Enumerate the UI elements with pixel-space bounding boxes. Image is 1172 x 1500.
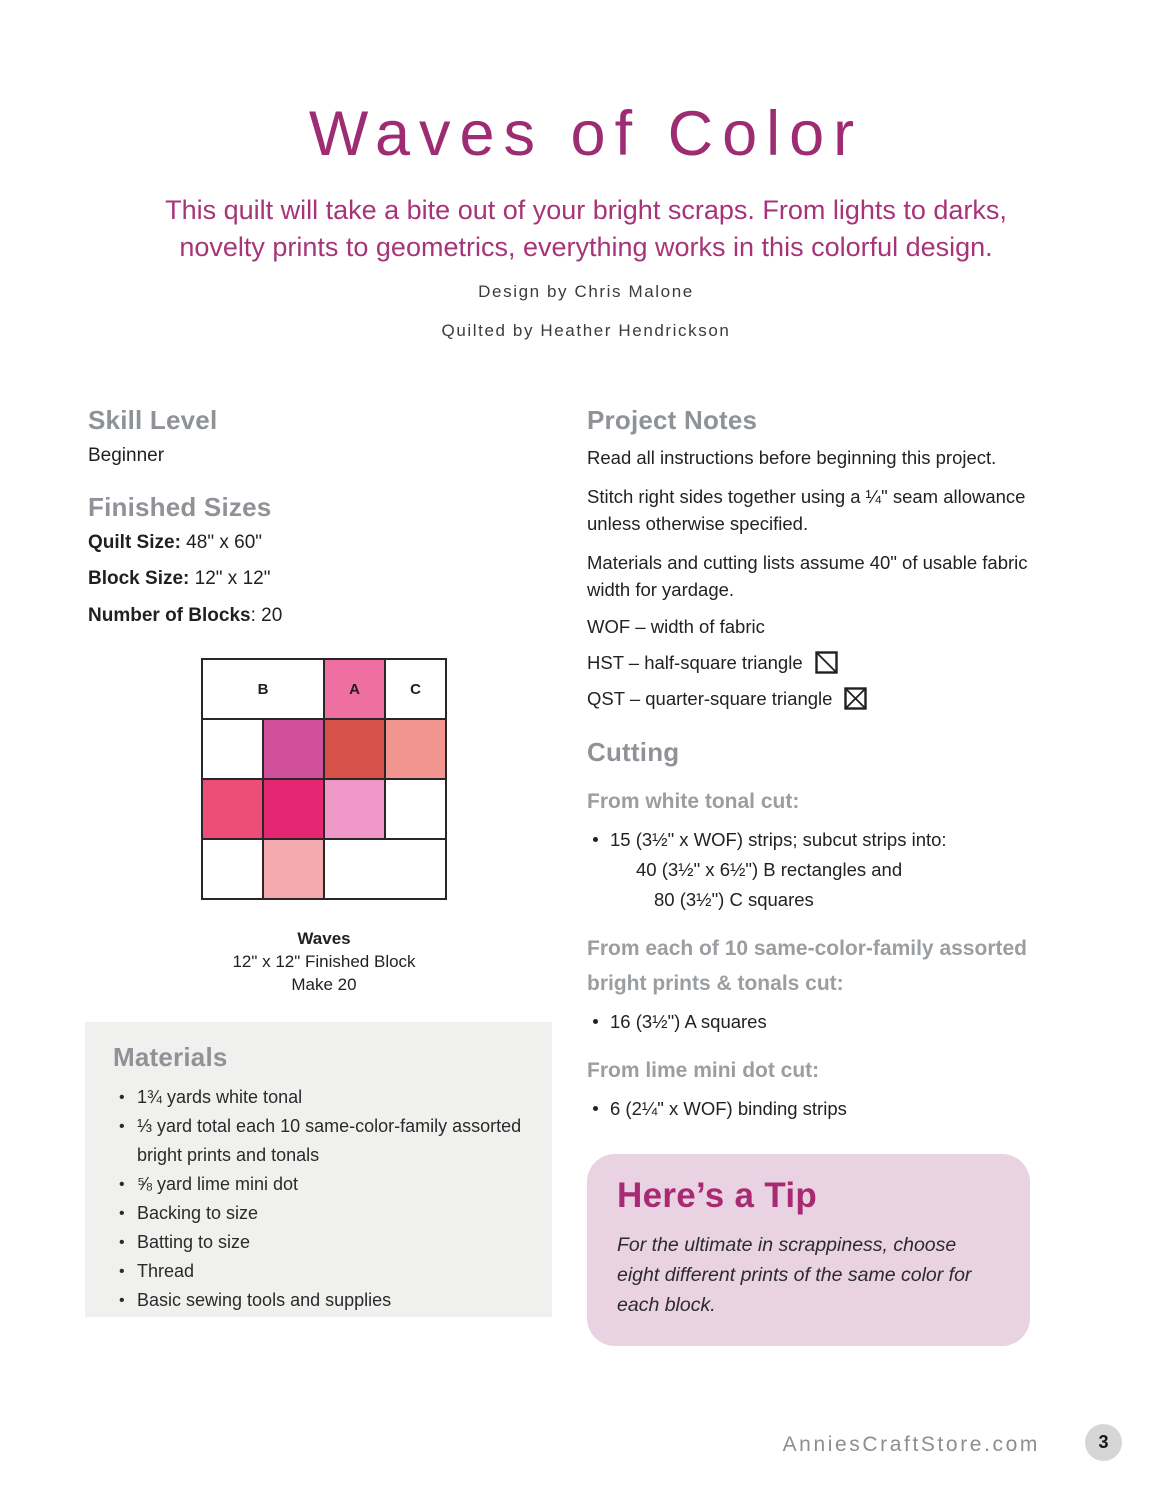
cell-label-b: B [257,680,269,698]
caption-title: Waves [297,929,351,948]
cutting-subheading-bright-prints: From each of 10 same-color-family assorted bright prints & tonals cut: [587,937,1027,995]
list-item: • Thread [113,1257,534,1286]
page-title: Waves of Color [308,99,864,169]
tip-box [587,1154,1030,1346]
cutting-subline: 80 (3½") C squares [654,889,814,910]
tip-body: For the ultimate in scrappiness, choose eight different prints of the same color for each block. [617,1234,972,1316]
abbreviation-wof [587,616,1045,638]
project-note: Read all instructions before beginning this project. [587,447,997,468]
block-size-value: 12" x 12" [189,568,271,589]
project-notes-heading: Project Notes [587,405,758,435]
diagram-cell [264,720,323,778]
materials-box [85,1022,552,1317]
project-note: Materials and cutting lists assume 40" of usable fabric width for yardage. [587,552,1028,600]
cutting-item-text: 16 (3½") A squares [610,1011,767,1032]
diagram-cell [264,780,323,838]
tip-heading: Here’s a Tip [617,1176,818,1215]
hst-icon [815,651,838,674]
skill-level-heading: Skill Level [88,405,218,435]
bullet-icon [593,837,598,842]
quilt-block-diagram [201,658,447,900]
abbreviation-hst [587,651,1045,674]
number-of-blocks-label: Number of Blocks [88,605,251,626]
quilting-credit: Quilted by Heather Hendrickson [441,321,731,340]
bullet-icon [593,1019,598,1024]
materials-list [113,1083,534,1315]
diagram-cell-b [203,660,323,718]
list-item: • 1¾ yards white tonal [113,1083,534,1112]
footer-site-text: AnniesCraftStore.com [782,1433,1040,1456]
page-header [0,0,1172,341]
diagram-cell [386,720,445,778]
finished-sizes-heading: Finished Sizes [88,492,272,522]
subtitle-line-2: novelty prints to geometrics, everything works in this colorful design. [179,232,993,262]
number-of-blocks-value: : 20 [250,605,283,626]
number-of-blocks-row [88,605,282,627]
cutting-item [587,1094,1045,1124]
diagram-cell [203,720,262,778]
subtitle-line-1: This quilt will take a bite out of your bright scraps. From lights to darks, [165,195,1007,225]
block-size-label: Block Size: [88,568,190,589]
skill-level-value: Beginner [88,445,165,466]
list-item: • Backing to size [113,1199,534,1228]
list-item: • ⅓ yard total each 10 same-color-family assorted bright prints and tonals [113,1112,534,1170]
quilt-size-label: Quilt Size: [88,532,181,553]
diagram-cell [325,780,384,838]
diagram-cell [386,780,445,838]
design-credit: Design by Chris Malone [478,282,694,301]
caption-size: 12" x 12" Finished Block [232,952,416,971]
right-column [587,405,1045,1346]
materials-heading: Materials [113,1042,228,1072]
cell-label-a: A [349,680,360,698]
cutting-item-text [610,825,947,915]
quilt-size-value: 48" x 60" [180,532,262,553]
qst-icon [844,687,867,710]
cell-label-c: C [410,680,421,698]
page-footer [0,1424,1172,1464]
diagram-cell [325,840,445,898]
abbreviation-qst [587,687,1045,710]
quilt-size-row [88,532,262,554]
abbreviation-text: QST – quarter-square triangle [587,687,833,709]
cutting-item [587,1007,1045,1037]
diagram-cell-c [386,660,445,718]
diagram-cell [203,840,262,898]
cutting-subline: 40 (3½" x 6½") B rectangles and [636,859,903,880]
caption-make: Make 20 [291,975,357,994]
diagram-caption [164,927,484,996]
cutting-subheading-lime-mini-dot: From lime mini dot cut: [587,1059,820,1082]
cutting-item [587,825,1045,915]
list-item: • ⅝ yard lime mini dot [113,1170,534,1199]
list-item: • Basic sewing tools and supplies [113,1286,534,1315]
cutting-item-line: 15 (3½" x WOF) strips; subcut strips into: [610,829,947,850]
diagram-cell [264,840,323,898]
page-number: 3 [1098,1432,1109,1452]
block-size-row [88,568,270,590]
bullet-icon [593,1106,598,1111]
diagram-cell [203,780,262,838]
diagram-cell [325,720,384,778]
diagram-cell-a [325,660,384,718]
abbreviation-text: WOF – width of fabric [587,616,765,637]
cutting-subheading-white-tonal: From white tonal cut: [587,790,800,813]
project-note: Stitch right sides together using a ¼" seam allowance unless otherwise specified. [587,486,1026,534]
abbreviation-text: HST – half-square triangle [587,651,803,673]
cutting-heading: Cutting [587,737,680,767]
page-subtitle [0,192,1172,266]
list-item: • Batting to size [113,1228,534,1257]
page-number-badge [1085,1424,1122,1461]
cutting-item-text: 6 (2¼" x WOF) binding strips [610,1098,847,1119]
